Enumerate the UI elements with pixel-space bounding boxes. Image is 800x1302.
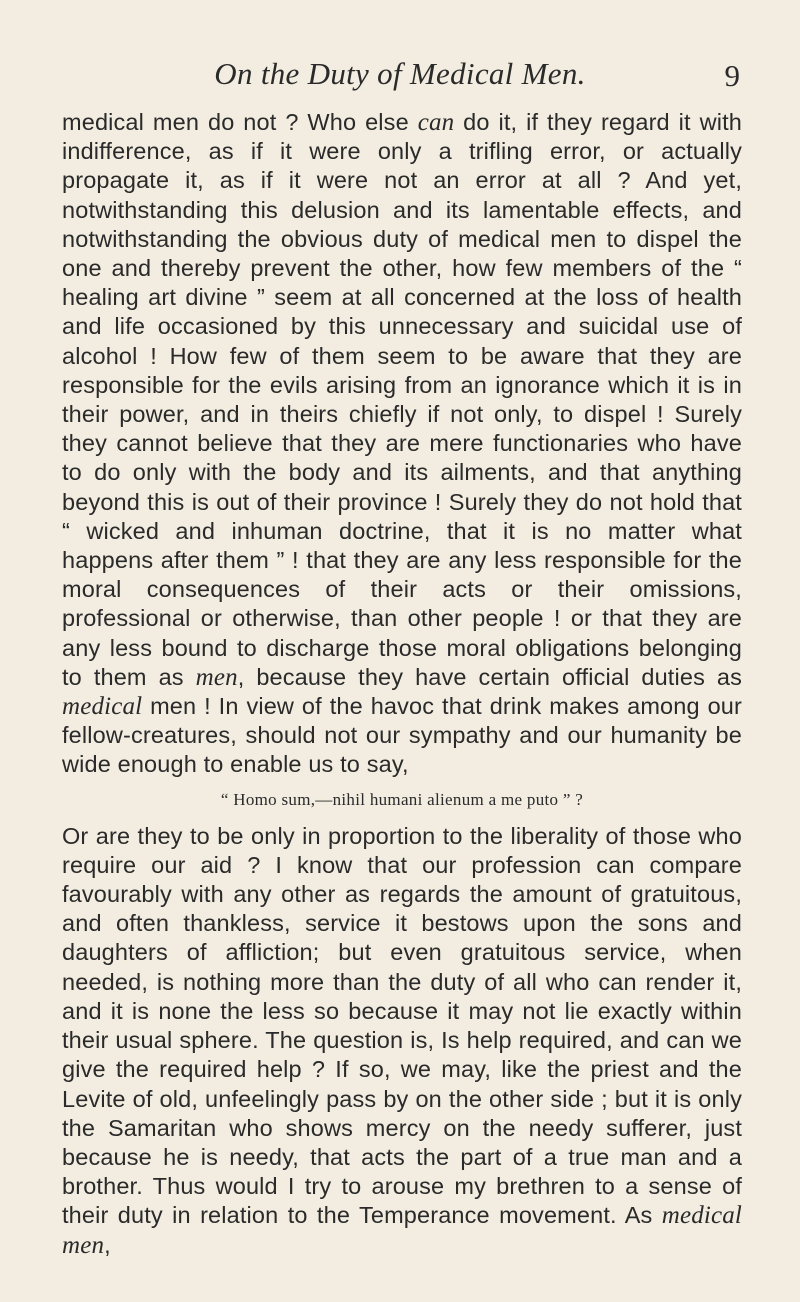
p2-text-1: Or are they to be only in proportion to the liberality of those who require our aid ? I know that our profession can compare favourably with any other as regards the amount of gratuitous, and often thankless, service it bestows upon the sons and daughters of affliction; but even gratuitous service, when needed, is nothing more than the duty of all who can render it, and it is none the less so because it may not lie exactly within their usual sphere. The question is, Is help required, and can we give the required help ? If so, we may, like the priest and the Levite of old, unfeelingly pass by on the other side ; but it is only the Samaritan who shows mercy on the needy sufferer, just because he is needy, that acts the part of a true man and a brother. Thus would I try to arouse my brethren to a sense of their duty in relation to the Temperance movement. As <box>62 822 742 1229</box>
paragraph-1 <box>62 108 742 780</box>
p1-italic-medical: medical <box>62 693 143 721</box>
running-head <box>60 56 740 96</box>
p1-italic-can: can <box>417 109 455 136</box>
page-number: 9 <box>724 58 740 93</box>
paragraph-2 <box>62 822 742 1260</box>
p1-text-4: men ! In view of the havoc that drink makes among our fellow-creatures, should not our sympathy and our humanity be wide enough to enable us to say, <box>62 693 742 778</box>
p2-italic-medical-men: medical men <box>62 1202 742 1259</box>
latin-quotation: “ Homo sum,—nihil humani alienum a me puto ” ? <box>220 789 584 809</box>
p1-italic-men: men <box>195 663 238 691</box>
p1-text-2: do it, if they regard it with indifference, as if it were only a trifling error, or actually propagate it, as if it were not an error at all ? And yet, notwithstanding this delusion and its lamentable effects, and notwithstanding the obvious duty of medical men to dispel the one and thereby prevent the other, how few members of the “ healing art divine ” seem at all concerned at the loss of health and life occasioned by this unnecessary and suicidal use of alcohol ! How few of them seem to be aware that they are responsible for the evils arising from an ignorance which it is in their power, and in theirs chiefly if not only, to dispel ! Surely they cannot believe that they are mere functionaries who have to do only with the body and its ailments, and that anything beyond this is out of their province ! Surely they do not hold that “ wicked and inhuman doctrine, that it is no matter what happens after them ” ! that they are any less responsible for the moral consequences of their acts or their omissions, professional or otherwise, than other people ! or that they are any less bound to discharge those moral obligations belonging to them as <box>62 109 743 690</box>
body-text <box>62 108 742 1260</box>
p2-text-2: , <box>104 1231 111 1258</box>
running-head-title: On the Duty of Medical Men. <box>214 56 586 91</box>
p1-text-1: medical men do not ? Who else <box>62 109 418 135</box>
p1-text-3: , because they have certain official duties as <box>237 663 743 690</box>
